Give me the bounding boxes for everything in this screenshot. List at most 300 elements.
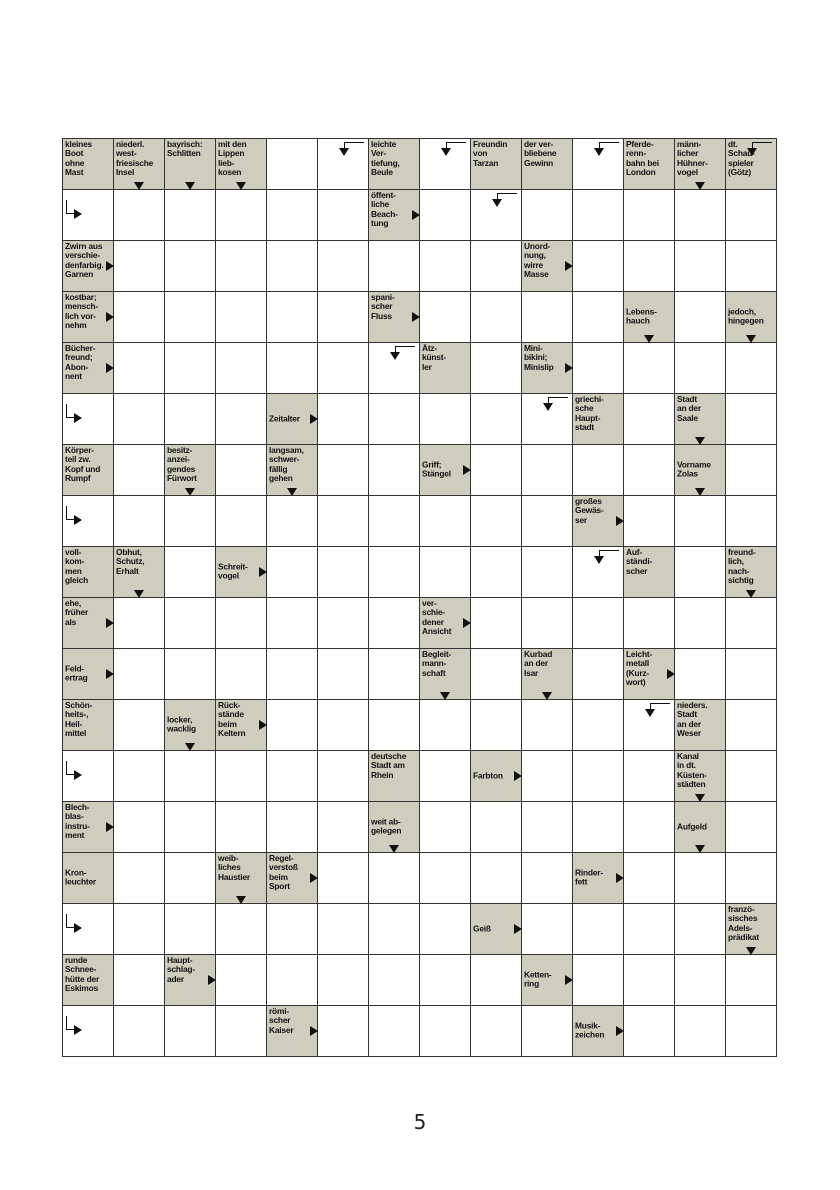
clue-cell [63,700,114,751]
answer-cell[interactable] [267,547,318,598]
answer-cell[interactable] [522,802,573,853]
answer-cell[interactable] [624,394,675,445]
answer-cell[interactable] [522,853,573,904]
arrow-down-icon [440,692,450,700]
clue-cell [471,904,522,955]
answer-cell[interactable] [624,190,675,241]
arrow-right-icon [514,924,522,934]
clue-cell [573,394,624,445]
arrow-right-icon [259,720,267,730]
answer-cell[interactable] [624,241,675,292]
answer-cell[interactable] [522,751,573,802]
clue-text: mit den Lippen lieb- kosen [218,139,247,178]
arrow-down-icon [134,182,144,190]
answer-cell[interactable] [420,292,471,343]
answer-cell[interactable] [726,853,777,904]
answer-cell[interactable] [318,547,369,598]
answer-cell[interactable] [675,955,726,1006]
clue-text: spani- scher Fluss [371,292,395,321]
answer-cell[interactable] [114,955,165,1006]
answer-cell[interactable] [318,700,369,751]
clue-text: runde Schnee- hütte der Eskimos [65,955,100,994]
answer-cell[interactable] [318,904,369,955]
clue-cell [369,292,420,343]
answer-cell[interactable] [216,190,267,241]
answer-cell[interactable] [114,394,165,445]
answer-cell[interactable] [420,853,471,904]
clue-text: locker, wacklig [167,714,196,734]
answer-cell[interactable] [267,292,318,343]
answer-cell[interactable] [318,955,369,1006]
arrow-right-icon [106,618,114,628]
arrow-right-icon [463,618,471,628]
answer-cell[interactable] [420,547,471,598]
clue-cell [216,547,267,598]
answer-cell[interactable] [573,700,624,751]
clue-cell [114,547,165,598]
clue-cell [675,139,726,190]
answer-cell[interactable] [420,241,471,292]
clue-cell [369,190,420,241]
answer-cell[interactable] [624,802,675,853]
answer-cell[interactable] [165,751,216,802]
clue-text: Rück- stände beim Keltern [218,700,246,739]
answer-cell[interactable] [63,394,114,445]
answer-cell[interactable] [420,700,471,751]
answer-cell[interactable] [369,904,420,955]
answer-cell[interactable] [624,904,675,955]
answer-cell[interactable] [216,955,267,1006]
clue-text: Regel- verstoß beim Sport [269,853,298,892]
answer-cell[interactable] [675,547,726,598]
answer-cell[interactable] [624,598,675,649]
answer-cell[interactable] [420,139,471,190]
answer-cell[interactable] [471,445,522,496]
answer-cell[interactable] [471,853,522,904]
arrow-right-icon [412,210,420,220]
answer-cell[interactable] [624,751,675,802]
arrow-right-icon [310,414,318,424]
answer-cell[interactable] [63,1006,114,1057]
clue-text: Leicht- metall (Kurz- wort) [626,649,653,688]
answer-cell[interactable] [318,751,369,802]
answer-cell[interactable] [573,343,624,394]
arrow-right-icon [616,873,624,883]
answer-cell[interactable] [114,190,165,241]
answer-cell[interactable] [573,241,624,292]
clue-cell [420,649,471,700]
clue-text: kostbar; mensch- lich vor- nehm [65,292,99,331]
answer-cell[interactable] [114,904,165,955]
answer-cell[interactable] [165,190,216,241]
bent-arrow-down-icon [542,397,572,417]
answer-cell[interactable] [369,649,420,700]
answer-cell[interactable] [267,955,318,1006]
answer-cell[interactable] [573,547,624,598]
answer-cell[interactable] [573,598,624,649]
answer-cell[interactable] [675,649,726,700]
answer-cell[interactable] [573,955,624,1006]
answer-cell[interactable] [114,496,165,547]
answer-cell[interactable] [165,649,216,700]
answer-cell[interactable] [216,904,267,955]
answer-cell[interactable] [114,802,165,853]
clue-cell [726,904,777,955]
answer-cell[interactable] [267,190,318,241]
answer-cell[interactable] [573,139,624,190]
clue-cell [726,547,777,598]
answer-cell[interactable] [114,751,165,802]
clue-text: Feld- ertrag [65,663,88,683]
clue-text: Freundin von Tarzan [473,139,508,168]
answer-cell[interactable] [165,904,216,955]
answer-cell[interactable] [318,496,369,547]
answer-cell[interactable] [165,241,216,292]
arrow-right-icon [667,669,675,679]
clue-text: dt. Schau- spieler (Götz) [728,139,755,178]
answer-cell[interactable] [318,1006,369,1057]
answer-cell[interactable] [522,496,573,547]
answer-cell[interactable] [573,904,624,955]
clue-text: Kanal in dt. Küsten- städten [677,751,707,790]
answer-cell[interactable] [216,1006,267,1057]
answer-cell[interactable] [216,445,267,496]
answer-cell[interactable] [573,190,624,241]
answer-cell[interactable] [726,496,777,547]
arrow-down-icon [389,845,399,853]
clue-cell [573,853,624,904]
clue-text: ver- schie- dener Ansicht [422,598,452,637]
answer-cell[interactable] [267,496,318,547]
answer-cell[interactable] [165,1006,216,1057]
answer-cell[interactable] [675,241,726,292]
answer-cell[interactable] [471,700,522,751]
answer-cell[interactable] [420,955,471,1006]
answer-cell[interactable] [369,445,420,496]
answer-cell[interactable] [522,904,573,955]
answer-cell[interactable] [216,598,267,649]
answer-cell[interactable] [420,802,471,853]
answer-cell[interactable] [165,853,216,904]
answer-cell[interactable] [216,496,267,547]
clue-text: Geiß [473,923,491,934]
clue-cell [573,496,624,547]
clue-text: Schreit- vogel [218,561,248,581]
answer-cell[interactable] [114,1006,165,1057]
answer-cell[interactable] [471,955,522,1006]
answer-cell[interactable] [63,904,114,955]
arrow-down-icon [287,488,297,496]
answer-cell[interactable] [471,649,522,700]
clue-text: Haupt- schlag- ader [167,955,195,984]
arrow-right-icon [106,312,114,322]
answer-cell[interactable] [369,598,420,649]
answer-cell[interactable] [216,649,267,700]
arrow-right-icon [565,363,573,373]
clue-cell [63,139,114,190]
arrow-right-icon [106,261,114,271]
answer-cell[interactable] [573,751,624,802]
answer-cell[interactable] [267,598,318,649]
answer-cell[interactable] [420,496,471,547]
answer-cell[interactable] [675,190,726,241]
answer-cell[interactable] [471,598,522,649]
arrow-down-icon [185,182,195,190]
clue-text: weit ab- gelegen [371,816,402,836]
answer-cell[interactable] [726,190,777,241]
clue-cell [624,292,675,343]
answer-cell[interactable] [471,343,522,394]
answer-cell[interactable] [573,445,624,496]
arrow-down-icon [695,182,705,190]
answer-cell[interactable] [216,292,267,343]
answer-cell[interactable] [267,241,318,292]
answer-cell[interactable] [369,394,420,445]
clue-text: freund- lich, nach- sichtig [728,547,756,586]
answer-cell[interactable] [420,394,471,445]
answer-cell[interactable] [369,853,420,904]
answer-cell[interactable] [675,496,726,547]
answer-cell[interactable] [624,1006,675,1057]
clue-cell [675,394,726,445]
clue-cell [420,445,471,496]
answer-cell[interactable] [624,853,675,904]
answer-cell[interactable] [369,700,420,751]
clue-text: Ätz- künst- ler [422,343,446,372]
clue-text: franzö- sisches Adels- prädikat [728,904,759,943]
clue-cell [522,955,573,1006]
arrow-down-icon [542,692,552,700]
clue-cell [63,649,114,700]
answer-cell[interactable] [318,802,369,853]
answer-cell[interactable] [63,190,114,241]
arrow-down-icon [134,590,144,598]
answer-cell[interactable] [63,496,114,547]
answer-cell[interactable] [675,1006,726,1057]
answer-cell[interactable] [267,139,318,190]
answer-cell[interactable] [165,394,216,445]
answer-cell[interactable] [114,649,165,700]
clue-text: Pferde- renn- bahn bei London [626,139,659,178]
clue-cell [675,445,726,496]
clue-cell [63,547,114,598]
answer-cell[interactable] [369,1006,420,1057]
clue-text: Farbton [473,770,503,781]
answer-cell[interactable] [522,292,573,343]
clue-text: leichte Ver- tiefung, Beule [371,139,400,178]
answer-cell[interactable] [522,445,573,496]
arrow-down-icon [644,335,654,343]
answer-cell[interactable] [726,598,777,649]
clue-text: Griff; Stängel [422,459,451,479]
answer-cell[interactable] [522,598,573,649]
answer-cell[interactable] [114,445,165,496]
clue-text: ehe, früher als [65,598,88,627]
answer-cell[interactable] [216,751,267,802]
clue-cell [165,139,216,190]
clue-cell [675,700,726,751]
answer-cell[interactable] [726,802,777,853]
answer-cell[interactable] [114,343,165,394]
answer-cell[interactable] [420,190,471,241]
arrow-down-icon [695,437,705,445]
answer-cell[interactable] [369,547,420,598]
clue-cell [63,955,114,1006]
clue-text: Ketten- ring [524,969,552,989]
answer-cell[interactable] [318,241,369,292]
answer-cell[interactable] [675,853,726,904]
arrow-down-icon [746,590,756,598]
answer-cell[interactable] [216,802,267,853]
answer-cell[interactable] [63,751,114,802]
clue-cell [63,292,114,343]
answer-cell[interactable] [318,649,369,700]
answer-cell[interactable] [726,751,777,802]
clue-cell [165,445,216,496]
answer-cell[interactable] [216,394,267,445]
answer-cell[interactable] [267,751,318,802]
answer-cell[interactable] [318,394,369,445]
clue-text: Vorname Zolas [677,459,711,479]
clue-cell [63,598,114,649]
clue-text: der ver- bliebene Gewinn [524,139,557,168]
answer-cell[interactable] [318,190,369,241]
answer-cell[interactable] [114,700,165,751]
answer-cell[interactable] [624,955,675,1006]
answer-cell[interactable] [471,802,522,853]
answer-cell[interactable] [726,649,777,700]
answer-cell[interactable] [318,139,369,190]
answer-cell[interactable] [522,190,573,241]
arrow-down-icon [236,896,246,904]
answer-cell[interactable] [318,292,369,343]
answer-cell[interactable] [216,343,267,394]
clue-cell [522,343,573,394]
answer-cell[interactable] [675,904,726,955]
bent-arrow-right-icon [66,200,84,224]
bent-arrow-right-icon [66,404,84,428]
answer-cell[interactable] [114,853,165,904]
answer-cell[interactable] [369,343,420,394]
arrow-right-icon [514,771,522,781]
clue-text: Zwirn aus verschie- denfarbig. Garnen [65,241,104,280]
answer-cell[interactable] [726,241,777,292]
arrow-right-icon [106,669,114,679]
clue-text: Musik- zeichen [575,1020,605,1040]
answer-cell[interactable] [726,955,777,1006]
clue-cell [522,241,573,292]
clue-cell [63,241,114,292]
answer-cell[interactable] [624,700,675,751]
answer-cell[interactable] [114,292,165,343]
answer-cell[interactable] [165,547,216,598]
answer-cell[interactable] [471,394,522,445]
answer-cell[interactable] [522,1006,573,1057]
answer-cell[interactable] [522,700,573,751]
bent-arrow-down-icon [440,142,470,162]
answer-cell[interactable] [573,802,624,853]
answer-cell[interactable] [471,496,522,547]
answer-cell[interactable] [369,955,420,1006]
answer-cell[interactable] [216,241,267,292]
answer-cell[interactable] [675,292,726,343]
arrow-down-icon [746,335,756,343]
answer-cell[interactable] [726,445,777,496]
answer-cell[interactable] [522,547,573,598]
answer-cell[interactable] [573,292,624,343]
clue-cell [216,139,267,190]
arrow-down-icon [695,488,705,496]
answer-cell[interactable] [165,598,216,649]
bent-arrow-down-icon [491,193,521,213]
clue-cell [624,139,675,190]
clue-cell [63,802,114,853]
answer-cell[interactable] [726,343,777,394]
answer-cell[interactable] [726,1006,777,1057]
answer-cell[interactable] [369,496,420,547]
answer-cell[interactable] [114,241,165,292]
arrow-down-icon [236,182,246,190]
answer-cell[interactable] [267,802,318,853]
answer-cell[interactable] [471,190,522,241]
clue-cell [114,139,165,190]
answer-cell[interactable] [267,649,318,700]
answer-cell[interactable] [165,496,216,547]
clue-cell [369,751,420,802]
answer-cell[interactable] [114,598,165,649]
clue-cell [267,853,318,904]
crossword-grid [62,138,777,1057]
answer-cell[interactable] [624,343,675,394]
answer-cell[interactable] [267,700,318,751]
arrow-right-icon [616,1026,624,1036]
answer-cell[interactable] [369,241,420,292]
answer-cell[interactable] [165,343,216,394]
answer-cell[interactable] [318,445,369,496]
arrow-down-icon [695,794,705,802]
answer-cell[interactable] [267,904,318,955]
answer-cell[interactable] [573,649,624,700]
answer-cell[interactable] [420,751,471,802]
answer-cell[interactable] [522,394,573,445]
bent-arrow-right-icon [66,506,84,530]
answer-cell[interactable] [471,241,522,292]
answer-cell[interactable] [726,394,777,445]
answer-cell[interactable] [624,445,675,496]
answer-cell[interactable] [471,1006,522,1057]
answer-cell[interactable] [165,802,216,853]
answer-cell[interactable] [267,343,318,394]
answer-cell[interactable] [726,700,777,751]
clue-cell [675,802,726,853]
answer-cell[interactable] [318,343,369,394]
answer-cell[interactable] [675,598,726,649]
bent-arrow-right-icon [66,761,84,785]
answer-cell[interactable] [318,598,369,649]
arrow-right-icon [565,975,573,985]
answer-cell[interactable] [675,343,726,394]
answer-cell[interactable] [624,496,675,547]
answer-cell[interactable] [420,1006,471,1057]
answer-cell[interactable] [471,547,522,598]
answer-cell[interactable] [318,853,369,904]
answer-cell[interactable] [471,292,522,343]
clue-text: Kron- leuchter [65,867,96,887]
answer-cell[interactable] [165,292,216,343]
clue-cell [165,700,216,751]
clue-text: Stadt an der Saale [677,394,701,423]
answer-cell[interactable] [420,904,471,955]
